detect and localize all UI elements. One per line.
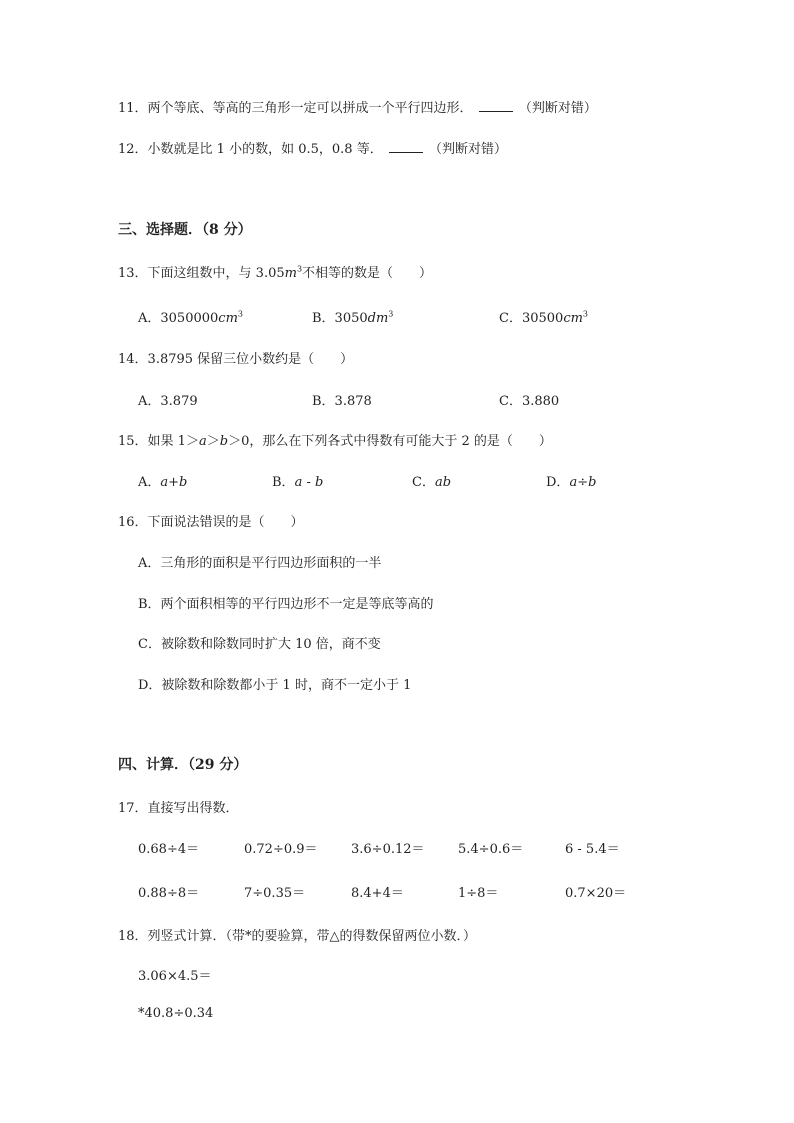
option-expr: a÷b <box>569 475 597 490</box>
option-label: A． <box>138 475 161 490</box>
calc-item: 0.72÷0.9＝ <box>244 842 318 857</box>
question-15-pre: 15．如果 1＞ <box>118 434 199 449</box>
variable-a: a <box>198 434 207 449</box>
vertical-calc-item: *40.8÷0.34 <box>138 1006 214 1021</box>
option-15-b[interactable] <box>272 471 323 490</box>
question-11-text: 11．两个等底、等高的三角形一定可以拼成一个平行四边形． <box>118 101 473 116</box>
calc-item: 0.68÷4＝ <box>138 842 200 857</box>
question-15 <box>118 430 552 449</box>
calc-item: 0.7×20＝ <box>565 886 627 901</box>
option-label: D． <box>546 475 570 490</box>
option-15-c[interactable] <box>412 471 451 490</box>
calc-item: 3.6÷0.12＝ <box>351 842 425 857</box>
question-14: 14．3.8795 保留三位小数约是（ ） <box>118 352 354 367</box>
question-13-post: 不相等的数是（ ） <box>302 266 433 281</box>
vertical-calc-item: 3.06×4.5＝ <box>138 969 212 984</box>
option-14-b[interactable]: B．3.878 <box>312 394 372 409</box>
exponent: 3 <box>296 264 303 274</box>
calc-item: 5.4÷0.6＝ <box>458 842 524 857</box>
option-label: B． <box>272 475 295 490</box>
question-13 <box>118 262 432 281</box>
question-16: 16．下面说法错误的是（ ） <box>118 515 304 530</box>
exponent: 3 <box>582 309 589 319</box>
question-12-tail: （判断对错） <box>428 142 507 157</box>
calc-item: 1÷8＝ <box>458 886 499 901</box>
question-11-tail: （判断对错） <box>518 101 597 116</box>
option-label: C． <box>412 475 435 490</box>
calc-item: 6 - 5.4＝ <box>565 842 620 857</box>
variable-b: b <box>219 434 229 449</box>
question-18: 18．列竖式计算．（带*的要验算，带△的得数保留两位小数．） <box>118 929 477 944</box>
option-15-a[interactable] <box>138 471 187 490</box>
option-label: A．3050000 <box>138 311 219 326</box>
option-expr: ab <box>434 475 452 490</box>
section-4-title: 四、计算．（29 分） <box>118 757 248 773</box>
calc-item: 8.4+4＝ <box>351 886 404 901</box>
option-14-c[interactable]: C．3.880 <box>499 394 560 409</box>
option-13-c[interactable] <box>499 307 588 326</box>
question-11 <box>118 97 597 116</box>
question-15-post: ＞0，那么在下列各式中得数有可能大于 2 的是（ ） <box>228 434 552 449</box>
question-12 <box>118 138 507 157</box>
option-16-c[interactable]: C．被除数和除数同时扩大 10 倍，商不变 <box>138 637 381 652</box>
option-16-a[interactable]: A．三角形的面积是平行四边形面积的一半 <box>138 556 382 571</box>
option-label: B．3050 <box>312 311 368 326</box>
exponent: 3 <box>237 309 243 319</box>
unit: dm <box>367 311 389 326</box>
section-3-title: 三、选择题．（8 分） <box>118 222 252 238</box>
option-label: C．30500 <box>499 311 564 326</box>
unit: cm <box>218 311 238 326</box>
unit: cm <box>563 311 583 326</box>
question-13-pre: 13．下面这组数中，与 3.05 <box>118 266 285 281</box>
option-16-d[interactable]: D．被除数和除数都小于 1 时，商不一定小于 1 <box>138 678 412 693</box>
answer-blank[interactable] <box>479 101 513 112</box>
option-expr: a+b <box>160 475 188 490</box>
option-13-a[interactable] <box>138 307 243 326</box>
exponent: 3 <box>388 309 394 319</box>
calc-item: 7÷0.35＝ <box>244 886 306 901</box>
gt-sign: ＞ <box>206 434 220 449</box>
option-13-b[interactable] <box>312 307 393 326</box>
option-15-d[interactable] <box>546 471 596 490</box>
option-14-a[interactable]: A．3.879 <box>138 394 198 409</box>
option-expr: a - b <box>294 475 324 490</box>
unit: m <box>284 266 297 281</box>
question-12-text: 12．小数就是比 1 小的数，如 0.5，0.8 等． <box>118 142 383 157</box>
calc-item: 0.88÷8＝ <box>138 886 200 901</box>
option-16-b[interactable]: B．两个面积相等的平行四边形不一定是等底等高的 <box>138 597 434 612</box>
answer-blank[interactable] <box>389 142 423 153</box>
question-17: 17．直接写出得数． <box>118 801 239 816</box>
